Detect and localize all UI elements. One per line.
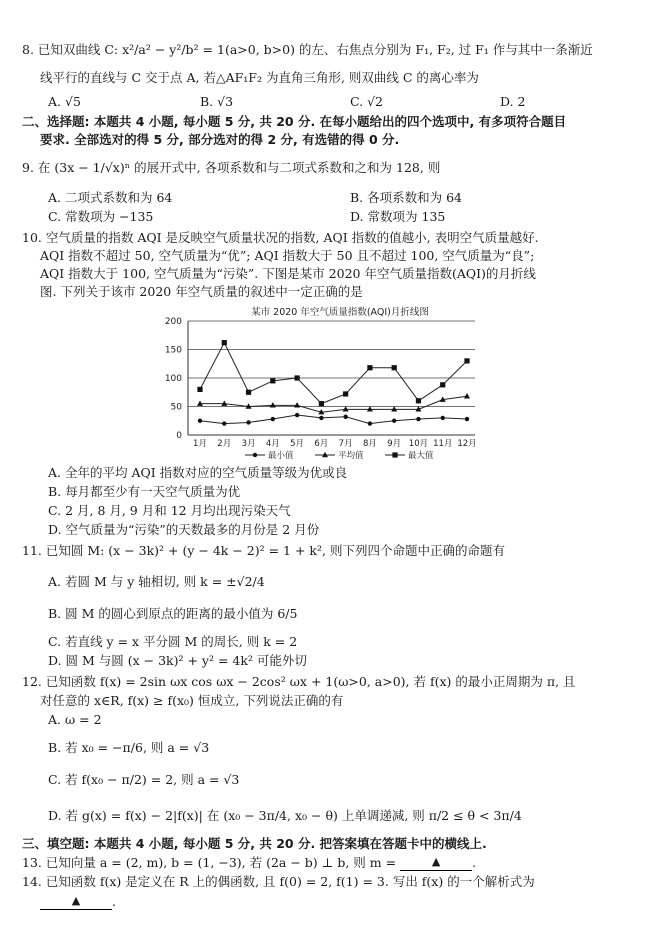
- legend-label: 平均值: [338, 451, 364, 461]
- q11-stem: 11. 已知圆 M: (x − 3k)² + (y − 4k − 2)² = 1 + k², 则下列四个命题中正确的命题有: [22, 543, 505, 558]
- q10-option-d: D. 空气质量为“污染”的天数最多的月份是 2 月份: [48, 522, 320, 537]
- q11-option-c: C. 若直线 y = x 平分圆 M 的周长, 则 k = 2: [48, 634, 298, 649]
- data-point: [271, 417, 275, 421]
- q8-option-c: C. √2: [350, 94, 383, 109]
- x-tick-label: 11月: [433, 439, 453, 449]
- data-point: [416, 398, 421, 403]
- q11-option-d: D. 圆 M 与圆 (x − 3k)² + y² = 4k² 可能外切: [48, 653, 307, 668]
- q10-option-a: A. 全年的平均 AQI 指数对应的空气质量等级为优或良: [48, 465, 348, 480]
- y-tick-label: 200: [164, 317, 182, 327]
- section3-heading: 三、填空题: 本题共 4 小题, 每小题 5 分, 共 20 分. 把答案填在答题卡中的横线上.: [22, 836, 487, 851]
- data-point: [367, 406, 373, 411]
- legend-marker: [392, 452, 397, 457]
- data-point: [391, 406, 397, 411]
- data-point: [198, 419, 202, 423]
- q8-line1: 8. 已知双曲线 C: x²/a² − y²/b² = 1(a>0, b>0) 的左、右焦点分别为 F₁, F₂, 过 F₁ 作与其中一条渐近: [22, 42, 593, 57]
- y-tick-label: 0: [176, 431, 182, 441]
- x-tick-label: 6月: [314, 439, 329, 449]
- section2-heading: 二、选择题: 本题共 4 小题, 每小题 5 分, 共 20 分. 在每小题给出的四个选项中, 有多项符合题目: [22, 114, 567, 129]
- data-point: [343, 406, 349, 411]
- q14-period: .: [112, 894, 116, 909]
- x-tick-label: 3月: [241, 439, 256, 449]
- y-tick-label: 150: [164, 345, 182, 356]
- data-point: [319, 416, 323, 420]
- x-tick-label: 4月: [265, 439, 280, 449]
- data-point: [319, 401, 324, 406]
- q12-line2: 对任意的 x∈R, f(x) ≥ f(x₀) 恒成立, 下列说法正确的有: [40, 693, 344, 708]
- chart-title: 某市 2020 年空气质量指数(AQI)月折线图: [251, 307, 429, 318]
- data-point: [270, 402, 276, 407]
- q9-option-c: C. 常数项为 −135: [48, 209, 154, 224]
- x-tick-label: 7月: [338, 439, 353, 449]
- x-tick-label: 5月: [290, 439, 305, 449]
- blank-triangle-icon: ▲: [71, 894, 81, 907]
- q8-option-d: D. 2: [500, 94, 526, 109]
- data-point: [440, 382, 445, 387]
- blank-triangle-icon: ▲: [431, 855, 441, 868]
- q8-option-b: B. √3: [200, 94, 234, 109]
- data-point: [270, 378, 275, 383]
- q12-option-b: B. 若 x₀ = −π/6, 则 a = √3: [48, 740, 210, 755]
- x-tick-label: 9月: [387, 439, 402, 449]
- data-point: [343, 391, 348, 396]
- q13-stem: [22, 855, 476, 873]
- section2-heading-cont: 要求. 全部选对的得 5 分, 部分选对的得 2 分, 有选错的得 0 分.: [40, 132, 400, 147]
- y-tick-label: 50: [170, 402, 182, 413]
- data-point: [343, 415, 347, 419]
- data-point: [367, 365, 372, 370]
- data-point: [392, 419, 396, 423]
- q8-option-a: A. √5: [48, 94, 81, 109]
- data-point: [416, 417, 420, 421]
- q9-option-b: B. 各项系数和为 64: [350, 190, 463, 205]
- x-tick-label: 12月: [457, 439, 477, 449]
- q9-option-a: A. 二项式系数和为 64: [48, 190, 173, 205]
- q9-stem: 9. 在 (3x − 1/√x)ⁿ 的展开式中, 各项系数和与二项式系数和之和为 128, 则: [22, 160, 441, 175]
- q11-option-a: A. 若圆 M 与 y 轴相切, 则 k = ±√2/4: [48, 574, 265, 589]
- q10-line3: AQI 指数大于 100, 空气质量为“污染”. 下图是某市 2020 年空气质量指数(AQI)的月折线: [40, 266, 536, 281]
- data-point: [392, 365, 397, 370]
- q12-option-a: A. ω = 2: [48, 712, 102, 727]
- q12-option-d: D. 若 g(x) = f(x) − 2|f(x)| 在 (x₀ − 3π/4, x₀ − θ) 上单调递减, 则 π/2 ≤ θ < 3π/4: [48, 808, 522, 823]
- q13-answer-blank[interactable]: [400, 854, 472, 871]
- q10-line4: 图. 下列关于该市 2020 年空气质量的叙述中一定正确的是: [40, 284, 363, 299]
- data-point: [222, 421, 226, 425]
- q13-period: .: [472, 855, 477, 870]
- q11-option-b: B. 圆 M 的圆心到原点的距离的最小值为 6/5: [48, 606, 298, 621]
- q10-option-b: B. 每月都至少有一天空气质量为优: [48, 484, 241, 499]
- x-tick-label: 1月: [193, 439, 207, 449]
- y-tick-label: 100: [164, 374, 182, 384]
- data-point: [222, 340, 227, 345]
- series-line-2: [200, 343, 467, 404]
- data-point: [246, 390, 251, 395]
- q14-stem: 14. 已知函数 f(x) 是定义在 R 上的偶函数, 且 f(0) = 2, f(1) = 3. 写出 f(x) 的一个解析式为: [22, 874, 535, 889]
- data-point: [464, 358, 469, 363]
- q12-line1: 12. 已知函数 f(x) = 2sin ωx cos ωx − 2cos² ωx + 1(ω>0, a>0), 若 f(x) 的最小正周期为 π, 且: [22, 674, 576, 689]
- q10-option-c: C. 2 月, 8 月, 9 月和 12 月均出现污染天气: [48, 503, 291, 518]
- q12-option-c: C. 若 f(x₀ − π/2) = 2, 则 a = √3: [48, 772, 240, 787]
- legend-label: 最大值: [408, 451, 434, 461]
- q8-line2: 线平行的直线与 C 交于点 A, 若△AF₁F₂ 为直角三角形, 则双曲线 C 的离心率为: [40, 70, 479, 85]
- data-point: [294, 375, 299, 380]
- q13-text: 13. 已知向量 a = (2, m), b = (1, −3), 若 (2a − b) ⊥ b, 则 m =: [22, 855, 397, 870]
- q9-option-d: D. 常数项为 135: [350, 209, 446, 224]
- data-point: [441, 416, 445, 420]
- data-point: [246, 420, 250, 424]
- legend-marker: [253, 453, 257, 457]
- q14-answer-line: [40, 894, 116, 912]
- data-point: [464, 393, 470, 398]
- data-point: [197, 387, 202, 392]
- data-point: [368, 421, 372, 425]
- data-point: [295, 413, 299, 417]
- legend-label: 最小值: [268, 451, 294, 461]
- q10-line1: 10. 空气质量的指数 AQI 是反映空气质量状况的指数, AQI 指数的值越小, 表明空气质量越好.: [22, 230, 539, 245]
- x-tick-label: 2月: [217, 439, 232, 449]
- q10-line2: AQI 指数不超过 50, 空气质量为“优”; AQI 指数大于 50 且不超过 100, 空气质量为“良”;: [40, 248, 535, 263]
- x-tick-label: 10月: [408, 439, 429, 449]
- data-point: [294, 402, 300, 407]
- series-line-0: [200, 415, 467, 424]
- q14-answer-blank[interactable]: [40, 893, 112, 910]
- data-point: [465, 417, 469, 421]
- aqi-line-chart: [150, 303, 490, 465]
- x-tick-label: 8月: [362, 439, 377, 449]
